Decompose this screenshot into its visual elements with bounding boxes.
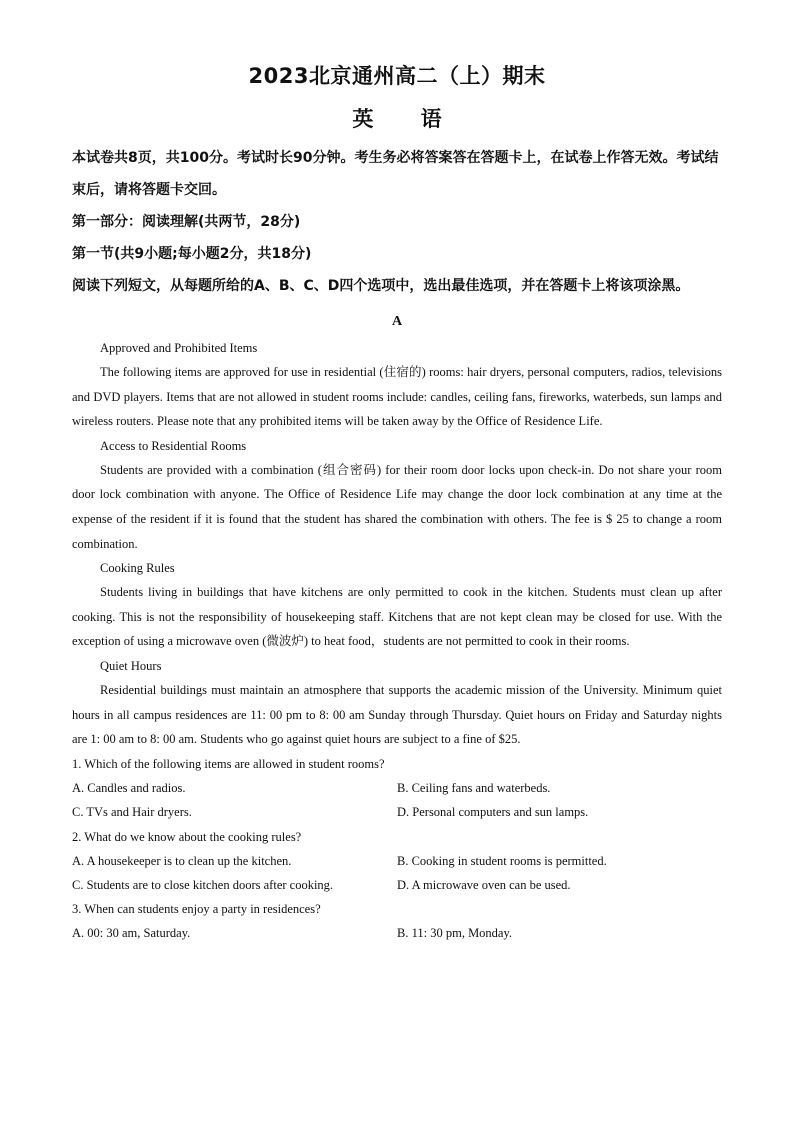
option-grid [72, 849, 722, 898]
exam-title: 2023北京通州高二（上）期末 [248, 64, 546, 88]
option-a[interactable]: A. Candles and radios. [72, 780, 186, 795]
section-text-items: The following items are approved for use in residential (住宿的) rooms: hair dryers, personal computers, radios, televisions and DVD players. Items that are not allowed in student rooms include: candles, ceiling fans, fireworks, waterbeds, sun lamps and wireless routers. Please note that any prohibited items will be taken away by the Office of Residence Life. [72, 365, 722, 429]
section-heading: 第一节(共9小题;每小题2分，共18分) [72, 246, 312, 262]
section-heading-quiet: Quiet Hours [100, 658, 162, 673]
section-text-quiet: Residential buildings must maintain an atmosphere that supports the academic mission of the University. Minimum quiet hours in all campus residences are 11: 00 pm to 8: 00 am Sunday through Thursday. Quiet hours on Friday and Saturday nights are 1: 00 am to 8: 00 am. Students who go against quiet hours are subject to a fine of $25. [72, 682, 722, 747]
option-c[interactable]: C. TVs and Hair dryers. [72, 805, 192, 820]
passage-label: A [391, 314, 403, 329]
question-stem: 3. When can students enjoy a party in residences? [72, 902, 321, 917]
option-b[interactable]: B. 11: 30 pm, Monday. [397, 926, 513, 941]
option-grid [72, 921, 722, 945]
option-a[interactable]: A. 00: 30 am, Saturday. [72, 926, 191, 941]
reading-direction: 阅读下列短文，从每题所给的A、B、C、D四个选项中，选出最佳选项，并在答题卡上将该项涂黑。 [72, 278, 690, 294]
question-list [72, 752, 722, 946]
section-heading-items: Approved and Prohibited Items [100, 341, 258, 355]
section-heading-cooking: Cooking Rules [100, 561, 175, 576]
section-text-cooking: Students living in buildings that have kitchens are only permitted to cook in the kitchen. Students must clean up after cooking. This is not the responsibility of housekeeping staff. Kitchens that are not kept clean may be closed for use. With the exception of using a microwave oven (微波炉) to heat food，students are not permitted to cook in their rooms. [72, 585, 722, 649]
question-3 [72, 897, 722, 945]
question-1 [72, 752, 722, 825]
exam-page [72, 60, 722, 946]
subject-title: 英 语 [352, 107, 442, 131]
passage-body [72, 336, 722, 752]
option-grid [72, 776, 722, 825]
option-c[interactable]: C. Students are to close kitchen doors after cooking. [72, 877, 334, 892]
question-stem: 1. Which of the following items are allowed in student rooms? [72, 756, 385, 771]
exam-instructions: 本试卷共8页，共100分。考试时长90分钟。考生务必将答案答在答题卡上，在试卷上作答无效。考试结束后，请将答题卡交回。 [72, 150, 719, 198]
option-b[interactable]: B. Cooking in student rooms is permitted. [397, 853, 607, 868]
question-stem: 2. What do we know about the cooking rules? [72, 829, 302, 844]
option-b[interactable]: B. Ceiling fans and waterbeds. [397, 780, 551, 795]
question-2 [72, 825, 722, 898]
part-heading: 第一部分：阅读理解(共两节，28分) [72, 214, 301, 230]
option-d[interactable]: D. A microwave oven can be used. [397, 877, 571, 892]
section-text-access: Students are provided with a combination (组合密码) for their room door locks upon check-in. Do not share your room door lock combination with anyone. The Office of Residence Life may change the door lock combination at any time at the expense of the resident if it is found that the student has shared the combination with others. The fee is $ 25 to change a room combination. [72, 462, 722, 551]
option-a[interactable]: A. A housekeeper is to clean up the kitchen. [72, 853, 292, 868]
option-d[interactable]: D. Personal computers and sun lamps. [397, 805, 589, 820]
section-heading-access: Access to Residential Rooms [100, 438, 247, 453]
